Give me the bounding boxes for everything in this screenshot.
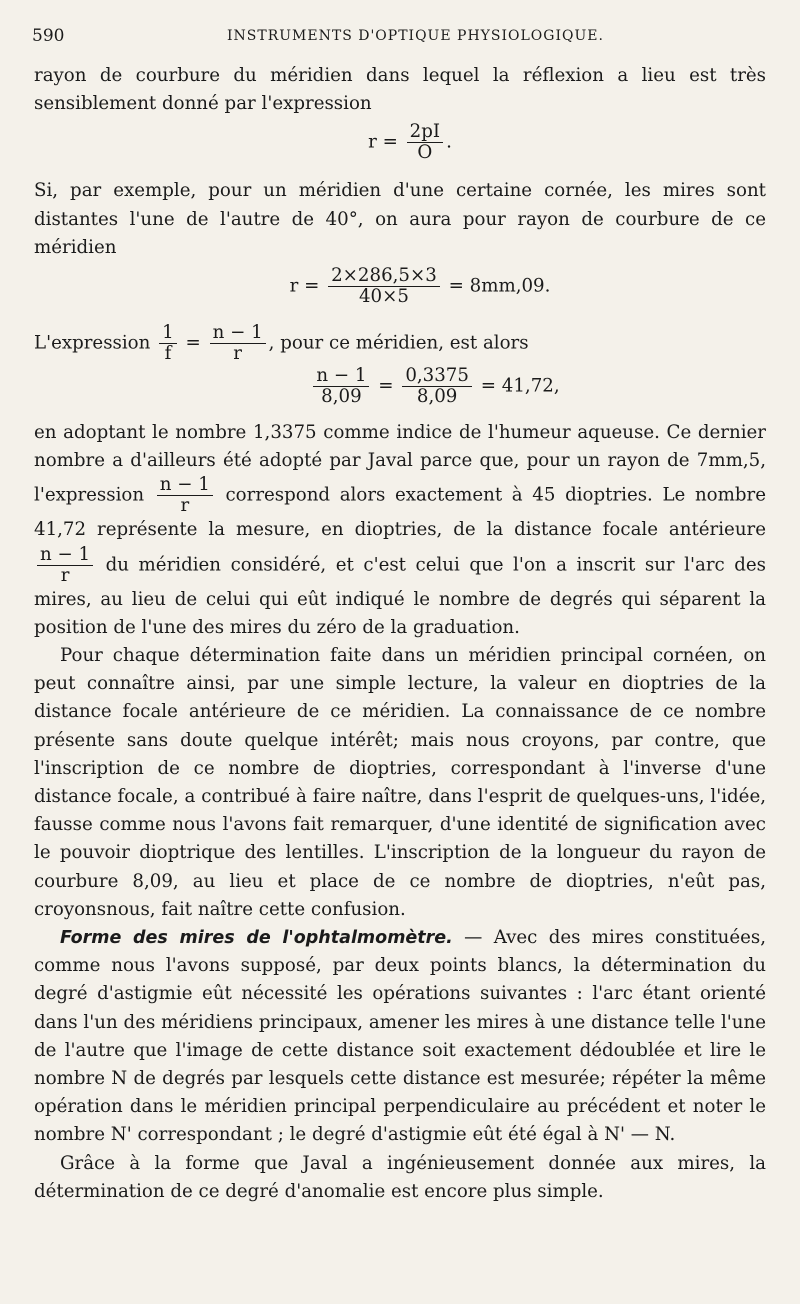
page-number: 590	[32, 26, 65, 46]
fraction-0-3375-over-8-09: $\frac{0,3375}{8,09}$	[402, 366, 472, 407]
paragraph-1: rayon de courbure du méridien dans lequel la réflexion a lieu est très sensiblement donné par l'expression	[34, 65, 766, 115]
fraction-radius-calc: $\frac{2\times 286,5\times 3}{40\times 5}$	[328, 266, 440, 307]
equation-1: r = $\frac{2pI}{O}$ .	[368, 121, 452, 164]
paragraph-7: Grâce à la forme que Javal a ingénieusement donnée aux mires, la détermination de ce degré d'anomalie est encore plus simple.	[34, 1152, 766, 1202]
paragraph-2: Si, par exemple, pour un méridien d'une certaine cornée, les mires sont distantes l'une de l'autre de 40°, on aura pour rayon de courbure de ce méridien	[34, 180, 766, 258]
fraction-n-1-over-8-09: $\frac{n - 1}{8,09}$	[313, 366, 369, 407]
fraction-n-1-over-r: $\frac{n - 1}{r}$	[210, 323, 266, 364]
paragraph-6: Forme des mires de l'ophtalmomètre. — Avec des mires constituées, comme nous l'avons supposé, par deux points blancs, la détermination du degré d'astigmie eût nécessité les opérations suivantes : l'arc étant orienté dans l'un des méridiens principaux, amener les mires à une distance telle l'une de l'autre que l'image de cette distance soit exactement dédoublée et lire le nombre N de degrés par lesquels cette distance est mesurée; répéter la même opération dans le méridien principal perpendiculaire au précédent et noter le nombre N' correspondant ; le degré d'astigmie eût été égal à N' — N.	[34, 927, 766, 1146]
fraction-2pi-over-o: $\frac{2pI}{O}$	[407, 122, 443, 163]
paragraph-4: en adoptant le nombre 1,3375 comme indice de l'humeur aqueuse. Ce dernier nombre a d'ailleurs été adopté par Javal parce que, pour un rayon de 7mm,5, l'expression $\frac{n - 1}{r}$ correspond alors exactement à 45 dioptries. Le nombre 41,72 représente la mesure, en dioptries, de la distance focale antérieure $\frac{n - 1}{r}$ du méridien considéré, et c'est celui que l'on a inscrit sur l'arc des mires, au lieu de celui qui eût indiqué le nombre de degrés qui séparent la position de l'une des mires du zéro de la graduation.	[34, 422, 766, 638]
equation-2: r = $\frac{2\times 286,5\times 3}{40\times 5}$ = 8mm,09.	[289, 265, 551, 308]
paragraph-5: Pour chaque détermination faite dans un méridien principal cornéen, on peut connaître ainsi, par une simple lecture, la valeur en dioptries de la distance focale antérieure de ce méridien. La connaissance de ce nombre présente sans doute quelque intérêt; mais nous croyons, par contre, que l'inscription de ce nombre de dioptries, correspondant à l'inverse d'une distance focale, a contribué à faire naître, dans l'esprit de quelques-uns, l'idée, fausse comme nous l'avons fait remarquer, d'une identité de signification avec le pouvoir dioptrique des lentilles. L'inscription de la longueur du rayon de courbure 8,09, au lieu et place de ce nombre de dioptries, n'eût pas, croyonsnous, fait naître cette confusion.	[34, 645, 766, 920]
section-heading: Forme des mires de l'ophtalmomètre.	[60, 928, 453, 949]
running-title: INSTRUMENTS D'OPTIQUE PHYSIOLOGIQUE.	[227, 28, 604, 44]
fraction-n-1-over-r-inline: $\frac{n - 1}{r}$	[157, 475, 213, 516]
page-body	[34, 62, 766, 1206]
fraction-n-1-over-r-inline-2: $\frac{n - 1}{r}$	[37, 545, 93, 586]
paragraph-3: L'expression $\frac{1}{f}$ = $\frac{n - 1}{r}$ , pour ce méridien, est alors	[34, 322, 529, 365]
equation-3: $\frac{n - 1}{8,09}$ = $\frac{0,3375}{8,09}$ = 41,72,	[34, 364, 766, 419]
fraction-1-over-f: $\frac{1}{f}$	[159, 323, 177, 364]
